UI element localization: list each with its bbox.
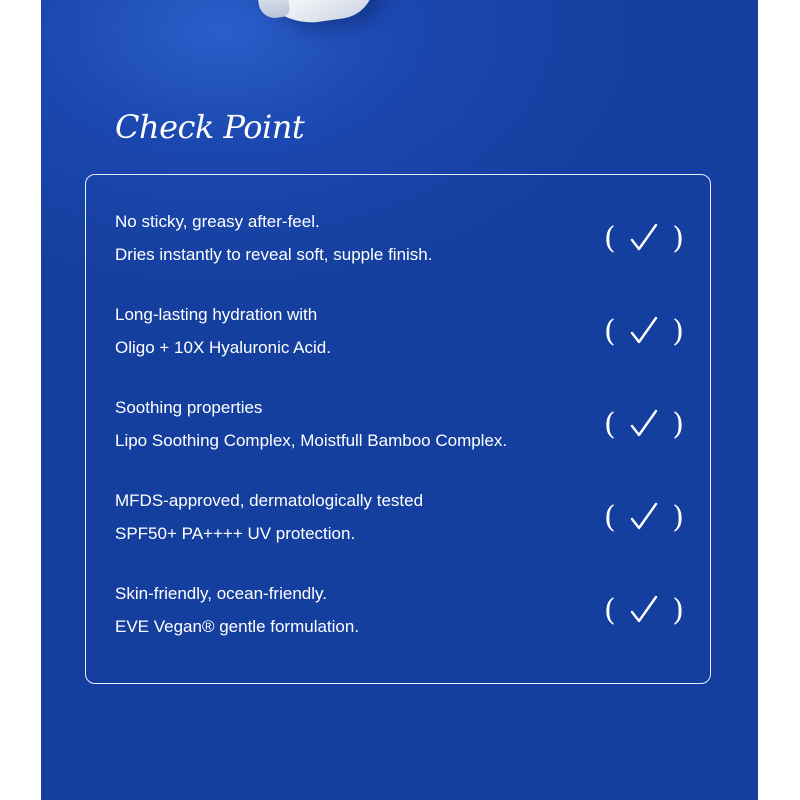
open-paren: ( [604, 500, 616, 535]
checklist-item [86, 391, 710, 461]
checklist-item-line-1: Soothing properties [115, 398, 263, 417]
close-paren: ) [672, 314, 684, 349]
checklist-item-text [115, 298, 595, 364]
blue-panel [41, 0, 758, 800]
checklist-item-line-1: Long-lasting hydration with [115, 305, 318, 324]
check-icon [630, 594, 658, 626]
check-icon [630, 408, 658, 440]
open-paren: ( [604, 593, 616, 628]
checklist-item-text [115, 577, 595, 643]
checklist-item-line-2: SPF50+ PA++++ UV protection. [115, 524, 356, 543]
checklist-item [86, 484, 710, 554]
checklist-item-text [115, 205, 595, 271]
checklist-item [86, 298, 710, 368]
checklist-item-line-2: Dries instantly to reveal soft, supple finish. [115, 245, 433, 264]
check-icon [630, 315, 658, 347]
checklist-item-line-1: MFDS-approved, dermatologically tested [115, 491, 424, 510]
checklist-item [86, 205, 710, 275]
check-mark [604, 591, 684, 631]
checklist-card [85, 174, 711, 684]
close-paren: ) [672, 407, 684, 442]
checklist-item-line-1: Skin-friendly, ocean-friendly. [115, 584, 327, 603]
open-paren: ( [604, 407, 616, 442]
checklist-item-line-1: No sticky, greasy after-feel. [115, 212, 320, 231]
checklist-item-line-2: Lipo Soothing Complex, Moistfull Bamboo Complex. [115, 431, 508, 450]
close-paren: ) [672, 500, 684, 535]
checklist-item-text [115, 391, 595, 457]
check-mark [604, 498, 684, 538]
check-icon [630, 222, 658, 254]
check-icon [630, 501, 658, 533]
checklist-item [86, 577, 710, 647]
checklist-item-line-2: EVE Vegan® gentle formulation. [115, 617, 360, 636]
close-paren: ) [672, 593, 684, 628]
check-mark [604, 405, 684, 445]
check-mark [604, 312, 684, 352]
section-title: Check Point [115, 108, 305, 146]
open-paren: ( [604, 314, 616, 349]
checklist-item-line-2: Oligo + 10X Hyaluronic Acid. [115, 338, 331, 357]
check-mark [604, 219, 684, 259]
close-paren: ) [672, 221, 684, 256]
open-paren: ( [604, 221, 616, 256]
checklist-item-text [115, 484, 595, 550]
